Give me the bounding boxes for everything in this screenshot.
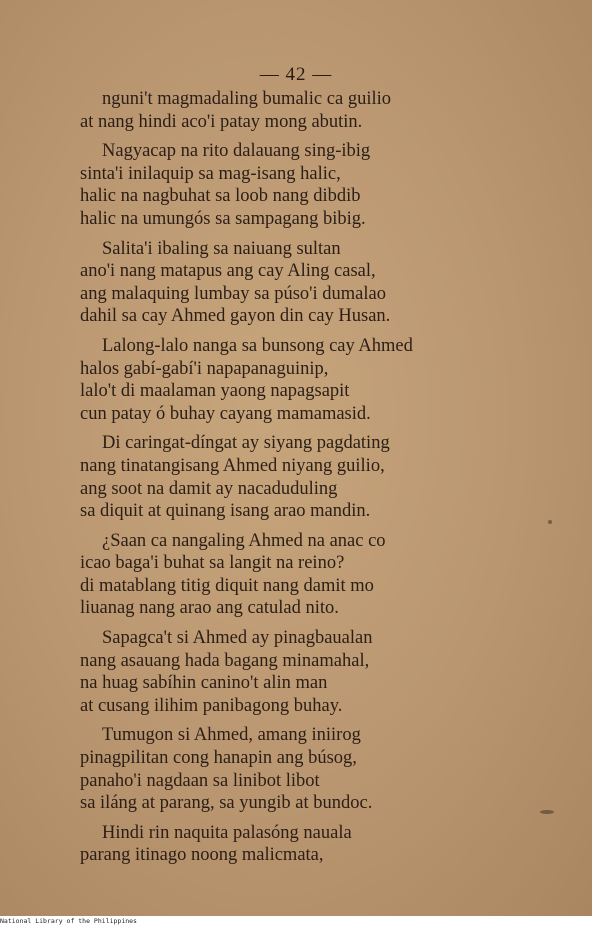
verse-line: Sapagca't si Ahmed ay pinagbaualan <box>102 628 373 649</box>
verse-line: halic na nagbuhat sa loob nang dibdib <box>80 186 361 207</box>
stanza <box>80 822 520 867</box>
verse-line: nang tinatangisang Ahmed niyang guilio, <box>80 455 385 476</box>
verse-line: Di caringat-díngat ay siyang pagdating <box>102 433 390 454</box>
page-number: — 42 — <box>259 64 333 85</box>
verse-line: pinagpilitan cong hanapin ang búsog, <box>80 748 357 769</box>
stanza <box>80 530 520 620</box>
verse-line: lalo't di maalaman yaong napagsapit <box>80 381 350 402</box>
verse-line: Nagyacap na rito dalauang sing-ibig <box>102 141 371 162</box>
verse-line: at nang hindi aco'i patay mong abutin. <box>80 111 363 132</box>
verse-line: ¿Saan ca nangaling Ahmed na anac co <box>102 530 386 551</box>
verse-line: ang soot na damit ay nacaduduling <box>80 478 338 499</box>
verse-line: ang malaquing lumbay sa púso'i dumalao <box>80 283 386 304</box>
library-footer: National Library of the Philippines <box>0 917 137 925</box>
verse-line: na huag sabíhin canino't alin man <box>80 673 328 694</box>
verse-line: cun patay ó buhay cayang mamamasid. <box>80 403 371 424</box>
verse-line: halic na umungós sa sampagang bibig. <box>80 208 366 229</box>
verse-line: Salita'i ibaling sa naiuang sultan <box>102 238 341 259</box>
verse-line: ano'i nang matapus ang cay Aling casal, <box>80 261 376 282</box>
verse-line: nang asauang hada bagang minamahal, <box>80 650 370 671</box>
verse-line: parang itinago noong malicmata, <box>80 845 324 866</box>
verse-line: Lalong-lalo nanga sa bunsong cay Ahmed <box>102 335 413 356</box>
stanza <box>80 724 520 814</box>
stanza <box>80 88 520 133</box>
stanza <box>80 140 520 230</box>
verse-line: at cusang ilihim panibagong buhay. <box>80 695 343 716</box>
page-blemish <box>548 520 552 524</box>
verse-line: liuanag nang arao ang catulad nito. <box>80 598 339 619</box>
stanza <box>80 238 520 328</box>
verse-line: di matablang titig diquit nang damit mo <box>80 575 374 596</box>
verse-line: sa iláng at parang, sa yungib at bundoc. <box>80 793 373 814</box>
verse-line: nguni't magmadaling bumalic ca guilio <box>102 89 391 109</box>
poem-text <box>80 88 520 874</box>
stanza <box>80 335 520 425</box>
page-blemish <box>540 810 554 814</box>
stanza <box>80 627 520 717</box>
verse-line: sa diquit at quinang isang arao mandin. <box>80 501 371 522</box>
verse-line: dahil sa cay Ahmed gayon din cay Husan. <box>80 306 391 327</box>
verse-line: sinta'i inilaquip sa mag-isang halic, <box>80 163 341 184</box>
stanza <box>80 432 520 522</box>
verse-line: Hindi rin naquita palasóng nauala <box>102 822 352 843</box>
verse-line: halos gabí-gabí'i napapanaguinip, <box>80 358 329 379</box>
verse-line: panaho'i nagdaan sa linibot libot <box>80 770 320 791</box>
verse-line: icao baga'i buhat sa langit na reino? <box>80 553 345 574</box>
verse-line: Tumugon si Ahmed, amang iniirog <box>102 725 361 746</box>
